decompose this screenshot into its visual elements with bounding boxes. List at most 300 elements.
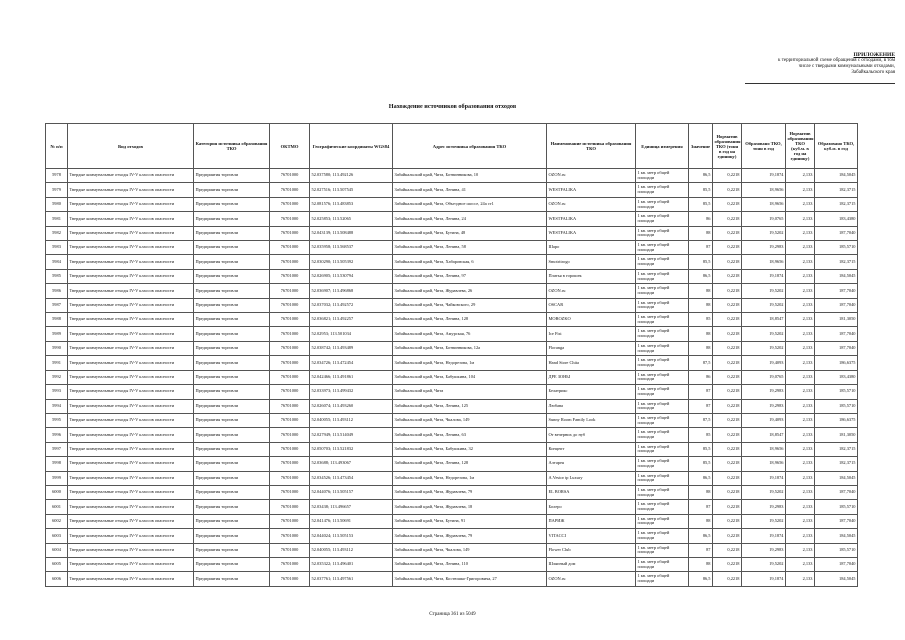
cell-oktmo: 76701000 bbox=[270, 428, 310, 442]
cell-value: 87 bbox=[689, 500, 713, 514]
cell-unit: 1 кв. метр общей площади bbox=[636, 385, 689, 399]
cell-oktmo: 76701000 bbox=[270, 500, 310, 514]
column-header: Адрес источника образования ТКО bbox=[393, 124, 547, 169]
cell-unit: 1 кв. метр общей площади bbox=[636, 327, 689, 341]
page-footer: Страница 361 из 5049 bbox=[429, 612, 476, 617]
cell-source-category: Предприятия торговли bbox=[194, 298, 270, 312]
cell-source-category: Предприятия торговли bbox=[194, 226, 270, 240]
cell-unit: 1 кв. метр общей площади bbox=[636, 241, 689, 255]
cell-norm-cubic: 2,133 bbox=[786, 385, 815, 399]
cell-value: 88 bbox=[689, 327, 713, 341]
cell-address: Забайкальский край, Чита, Ленина, 97 bbox=[393, 269, 547, 283]
cell-norm-tons: 0,2218 bbox=[713, 500, 742, 514]
cell-waste-type: Твердые коммунальные отходы IV-V классов опасности bbox=[68, 385, 194, 399]
column-header: Вид отходов bbox=[68, 124, 194, 169]
cell-unit: 1 кв. метр общей площади bbox=[636, 399, 689, 413]
cell-value: 85,5 bbox=[689, 183, 713, 197]
table-row bbox=[46, 428, 858, 442]
cell-row-number: 5984 bbox=[46, 255, 68, 269]
cell-row-number: 6002 bbox=[46, 514, 68, 528]
cell-source-name: Концепт bbox=[547, 442, 636, 456]
cell-source-category: Предприятия торговли bbox=[194, 557, 270, 571]
cell-source-category: Предприятия торговли bbox=[194, 284, 270, 298]
column-header: ОКТМО bbox=[270, 124, 310, 169]
cell-row-number: 5994 bbox=[46, 399, 68, 413]
cell-row-number: 5981 bbox=[46, 212, 68, 226]
cell-waste-type: Твердые коммунальные отходы IV-V классов опасности bbox=[68, 557, 194, 571]
cell-norm-cubic: 2,133 bbox=[786, 413, 815, 427]
cell-unit: 1 кв. метр общей площади bbox=[636, 471, 689, 485]
cell-oktmo: 76701000 bbox=[270, 226, 310, 240]
cell-unit: 1 кв. метр общей площади bbox=[636, 269, 689, 283]
cell-formed-tons: 19,5202 bbox=[742, 226, 786, 240]
cell-source-name: OZON.ru bbox=[547, 197, 636, 211]
cell-formed-cubic: 182,3715 bbox=[815, 183, 858, 197]
cell-formed-tons: 18,8547 bbox=[742, 313, 786, 327]
cell-unit: 1 кв. метр общей площади bbox=[636, 529, 689, 543]
cell-formed-cubic: 181,3050 bbox=[815, 428, 858, 442]
cell-formed-tons: 18,9656 bbox=[742, 183, 786, 197]
cell-oktmo: 76701000 bbox=[270, 529, 310, 543]
cell-value: 88 bbox=[689, 557, 713, 571]
table-row bbox=[46, 313, 858, 327]
document-title: Нахождение источников образования отходов bbox=[388, 103, 517, 110]
cell-unit: 1 кв. метр общей площади bbox=[636, 226, 689, 240]
cell-address: Забайкальский край, Чита, Журавлева, 79 bbox=[393, 485, 547, 499]
cell-norm-tons: 0,2218 bbox=[713, 241, 742, 255]
column-header: Образовано ТКО, куб.м. в год bbox=[815, 124, 858, 169]
cell-row-number: 5980 bbox=[46, 197, 68, 211]
cell-address: Забайкальский край, Чита, Объездное шоссе, 24а ст1 bbox=[393, 197, 547, 211]
table-row bbox=[46, 327, 858, 341]
cell-formed-tons: 19,0765 bbox=[742, 370, 786, 384]
cell-formed-tons: 19,4093 bbox=[742, 413, 786, 427]
cell-oktmo: 76701000 bbox=[270, 341, 310, 355]
cell-address: Забайкальский край, Чита, Журавлева, 26 bbox=[393, 284, 547, 298]
cell-norm-tons: 0,2218 bbox=[713, 442, 742, 456]
cell-formed-cubic: 183,4380 bbox=[815, 212, 858, 226]
cell-source-name: WESTFALIKA bbox=[547, 183, 636, 197]
cell-unit: 1 кв. метр общей площади bbox=[636, 572, 689, 586]
cell-coordinates: 52.036907; 113.496868 bbox=[310, 284, 393, 298]
cell-formed-tons: 19,2983 bbox=[742, 399, 786, 413]
cell-value: 86,5 bbox=[689, 471, 713, 485]
cell-formed-tons: 19,0765 bbox=[742, 212, 786, 226]
cell-coordinates: 52.03688; 113.493067 bbox=[310, 457, 393, 471]
cell-norm-cubic: 2,133 bbox=[786, 471, 815, 485]
cell-source-name: Белатрикс bbox=[547, 385, 636, 399]
table-row bbox=[46, 226, 858, 240]
table-row bbox=[46, 197, 858, 211]
cell-norm-tons: 0,2218 bbox=[713, 284, 742, 298]
cell-formed-cubic: 187,7040 bbox=[815, 557, 858, 571]
cell-formed-cubic: 185,5710 bbox=[815, 385, 858, 399]
cell-unit: 1 кв. метр общей площади bbox=[636, 341, 689, 355]
column-header: Норматив образования ТКО (тонн в год на единицу) bbox=[713, 124, 742, 169]
cell-norm-cubic: 2,133 bbox=[786, 428, 815, 442]
cell-formed-cubic: 187,7040 bbox=[815, 284, 858, 298]
cell-coordinates: 52.037580; 113.492126 bbox=[310, 169, 393, 183]
cell-row-number: 5999 bbox=[46, 471, 68, 485]
cell-oktmo: 76701000 bbox=[270, 284, 310, 298]
cell-unit: 1 кв. метр общей площади bbox=[636, 169, 689, 183]
table-row bbox=[46, 356, 858, 370]
cell-source-name: OZON.ru bbox=[547, 572, 636, 586]
cell-norm-tons: 0,2218 bbox=[713, 529, 742, 543]
cell-unit: 1 кв. метр общей площади bbox=[636, 284, 689, 298]
cell-norm-tons: 0,2218 bbox=[713, 183, 742, 197]
cell-norm-cubic: 2,133 bbox=[786, 341, 815, 355]
cell-address: Забайкальский край, Чита, Бутина, 91 bbox=[393, 514, 547, 528]
cell-value: 85 bbox=[689, 428, 713, 442]
cell-value: 86,5 bbox=[689, 169, 713, 183]
cell-norm-tons: 0,2218 bbox=[713, 413, 742, 427]
cell-source-name: VITACCI bbox=[547, 529, 636, 543]
cell-formed-cubic: 187,7040 bbox=[815, 226, 858, 240]
cell-norm-tons: 0,2218 bbox=[713, 226, 742, 240]
cell-norm-cubic: 2,133 bbox=[786, 169, 815, 183]
cell-formed-tons: 19,4093 bbox=[742, 356, 786, 370]
cell-norm-tons: 0,2218 bbox=[713, 428, 742, 442]
cell-oktmo: 76701000 bbox=[270, 298, 310, 312]
cell-waste-type: Твердые коммунальные отходы IV-V классов опасности bbox=[68, 241, 194, 255]
cell-row-number: 5987 bbox=[46, 298, 68, 312]
cell-coordinates: 52.030290; 113.505392 bbox=[310, 255, 393, 269]
cell-oktmo: 76701000 bbox=[270, 212, 310, 226]
cell-norm-tons: 0,2218 bbox=[713, 457, 742, 471]
cell-address: Забайкальский край, Чита, Ленина, 41 bbox=[393, 183, 547, 197]
table-row bbox=[46, 183, 858, 197]
table-row bbox=[46, 529, 858, 543]
cell-norm-cubic: 2,133 bbox=[786, 284, 815, 298]
table-row bbox=[46, 500, 858, 514]
cell-row-number: 5985 bbox=[46, 269, 68, 283]
cell-row-number: 5978 bbox=[46, 169, 68, 183]
cell-value: 88 bbox=[689, 514, 713, 528]
cell-source-category: Предприятия торговли bbox=[194, 212, 270, 226]
cell-coordinates: 52.025853; 113.52065 bbox=[310, 212, 393, 226]
cell-value: 87,5 bbox=[689, 356, 713, 370]
cell-formed-cubic: 187,7040 bbox=[815, 485, 858, 499]
cell-coordinates: 52.02953; 113.501034 bbox=[310, 327, 393, 341]
cell-formed-cubic: 182,3715 bbox=[815, 255, 858, 269]
cell-oktmo: 76701000 bbox=[270, 313, 310, 327]
cell-coordinates: 52.035322; 113.496401 bbox=[310, 557, 393, 571]
cell-address: Забайкальский край, Чита, Бабушкина, 32 bbox=[393, 442, 547, 456]
cell-coordinates: 52.040055; 113.493112 bbox=[310, 413, 393, 427]
cell-waste-type: Твердые коммунальные отходы IV-V классов опасности bbox=[68, 413, 194, 427]
column-header: Норматив образования ТКО (куб.м. в год на единицу) bbox=[786, 124, 815, 169]
column-header: Образовано ТКО, тонн в год bbox=[742, 124, 786, 169]
cell-coordinates: 52.042466; 113.491861 bbox=[310, 370, 393, 384]
cell-oktmo: 76701000 bbox=[270, 255, 310, 269]
cell-source-name: Болеро bbox=[547, 500, 636, 514]
cell-formed-tons: 18,9656 bbox=[742, 457, 786, 471]
cell-formed-cubic: 182,3715 bbox=[815, 197, 858, 211]
cell-source-category: Предприятия торговли bbox=[194, 529, 270, 543]
cell-formed-cubic: 187,7040 bbox=[815, 514, 858, 528]
cell-row-number: 5998 bbox=[46, 457, 68, 471]
cell-address: Забайкальский край, Чита, Журавлева, 18 bbox=[393, 500, 547, 514]
cell-norm-tons: 0,2218 bbox=[713, 313, 742, 327]
cell-source-category: Предприятия торговли bbox=[194, 543, 270, 557]
cell-oktmo: 76701000 bbox=[270, 543, 310, 557]
cell-source-name: Шляпный дом bbox=[547, 557, 636, 571]
cell-waste-type: Твердые коммунальные отходы IV-V классов опасности bbox=[68, 183, 194, 197]
cell-oktmo: 76701000 bbox=[270, 442, 310, 456]
cell-formed-tons: 19,2983 bbox=[742, 500, 786, 514]
cell-row-number: 6004 bbox=[46, 543, 68, 557]
cell-formed-tons: 19,5202 bbox=[742, 327, 786, 341]
cell-address: Забайкальский край, Чита, Недорезова, 1м bbox=[393, 356, 547, 370]
cell-address: Забайкальский край, Чита, Ленина, 63 bbox=[393, 428, 547, 442]
cell-unit: 1 кв. метр общей площади bbox=[636, 370, 689, 384]
cell-oktmo: 76701000 bbox=[270, 269, 310, 283]
cell-norm-cubic: 2,133 bbox=[786, 212, 815, 226]
cell-coordinates: 52.034726; 113.472454 bbox=[310, 356, 393, 370]
cell-formed-tons: 19,1874 bbox=[742, 471, 786, 485]
cell-value: 88 bbox=[689, 298, 713, 312]
cell-unit: 1 кв. метр общей площади bbox=[636, 413, 689, 427]
cell-address: Забайкальский край, Чита, Ленина, 110 bbox=[393, 557, 547, 571]
cell-waste-type: Твердые коммунальные отходы IV-V классов опасности bbox=[68, 284, 194, 298]
cell-norm-tons: 0,2218 bbox=[713, 298, 742, 312]
table-row bbox=[46, 457, 858, 471]
cell-value: 85,5 bbox=[689, 457, 713, 471]
table-row bbox=[46, 385, 858, 399]
cell-waste-type: Твердые коммунальные отходы IV-V классов опасности bbox=[68, 313, 194, 327]
cell-row-number: 5993 bbox=[46, 385, 68, 399]
cell-norm-cubic: 2,133 bbox=[786, 298, 815, 312]
table-row bbox=[46, 370, 858, 384]
cell-norm-tons: 0,2218 bbox=[713, 385, 742, 399]
cell-unit: 1 кв. метр общей площади bbox=[636, 298, 689, 312]
cell-formed-cubic: 184,5045 bbox=[815, 169, 858, 183]
cell-address: Забайкальский край, Чита, Амурская, 76 bbox=[393, 327, 547, 341]
cell-waste-type: Твердые коммунальные отходы IV-V классов опасности bbox=[68, 255, 194, 269]
cell-row-number: 5996 bbox=[46, 428, 68, 442]
cell-norm-cubic: 2,133 bbox=[786, 442, 815, 456]
appendix-header bbox=[690, 52, 895, 84]
cell-formed-cubic: 183,4380 bbox=[815, 370, 858, 384]
cell-address: Забайкальский край, Чита, Хабаровская, 6 bbox=[393, 255, 547, 269]
cell-row-number: 6001 bbox=[46, 500, 68, 514]
cell-coordinates: 52.044024; 113.505153 bbox=[310, 529, 393, 543]
cell-waste-type: Твердые коммунальные отходы IV-V классов опасности bbox=[68, 327, 194, 341]
cell-waste-type: Твердые коммунальные отходы IV-V классов опасности bbox=[68, 341, 194, 355]
cell-value: 86,5 bbox=[689, 529, 713, 543]
cell-address: Забайкальский край, Чита, Ленина, 128 bbox=[393, 457, 547, 471]
cell-unit: 1 кв. метр общей площади bbox=[636, 457, 689, 471]
cell-value: 88 bbox=[689, 341, 713, 355]
cell-address: Забайкальский край, Чита, Ленина, 58 bbox=[393, 241, 547, 255]
cell-formed-tons: 19,5202 bbox=[742, 557, 786, 571]
cell-waste-type: Твердые коммунальные отходы IV-V классов опасности bbox=[68, 471, 194, 485]
cell-unit: 1 кв. метр общей площади bbox=[636, 514, 689, 528]
cell-oktmo: 76701000 bbox=[270, 385, 310, 399]
cell-source-name: ДРЕ ЗОНЫ bbox=[547, 370, 636, 384]
cell-formed-tons: 19,2983 bbox=[742, 385, 786, 399]
cell-row-number: 5988 bbox=[46, 313, 68, 327]
table-row bbox=[46, 341, 858, 355]
cell-source-category: Предприятия торговли bbox=[194, 370, 270, 384]
table-row bbox=[46, 399, 858, 413]
cell-norm-tons: 0,2218 bbox=[713, 197, 742, 211]
cell-coordinates: 52.026074; 113.493260 bbox=[310, 399, 393, 413]
table-row bbox=[46, 514, 858, 528]
cell-value: 86 bbox=[689, 212, 713, 226]
cell-formed-cubic: 187,7040 bbox=[815, 327, 858, 341]
appendix-title: ПРИЛОЖЕНИЕ bbox=[853, 52, 895, 58]
cell-source-category: Предприятия торговли bbox=[194, 413, 270, 427]
cell-waste-type: Твердые коммунальные отходы IV-V классов опасности bbox=[68, 356, 194, 370]
cell-source-name: ПАРИЖ bbox=[547, 514, 636, 528]
cell-coordinates: 52.043139; 113.508488 bbox=[310, 226, 393, 240]
cell-norm-tons: 0,2218 bbox=[713, 514, 742, 528]
column-header: Категория источника образования ТКО bbox=[194, 124, 270, 169]
cell-value: 87 bbox=[689, 241, 713, 255]
cell-norm-tons: 0,2218 bbox=[713, 471, 742, 485]
table-row bbox=[46, 284, 858, 298]
cell-source-category: Предприятия торговли bbox=[194, 241, 270, 255]
cell-norm-tons: 0,2218 bbox=[713, 255, 742, 269]
cell-row-number: 5990 bbox=[46, 341, 68, 355]
cell-coordinates: 52.044076; 113.505157 bbox=[310, 485, 393, 499]
cell-norm-cubic: 2,133 bbox=[786, 557, 815, 571]
cell-source-category: Предприятия торговли bbox=[194, 169, 270, 183]
cell-source-name: Ice Fist bbox=[547, 327, 636, 341]
cell-address: Забайкальский край, Чита, Ленина, 128 bbox=[393, 313, 547, 327]
cell-formed-tons: 19,1874 bbox=[742, 529, 786, 543]
column-header: Единица измерения bbox=[636, 124, 689, 169]
table-row bbox=[46, 269, 858, 283]
cell-unit: 1 кв. метр общей площади bbox=[636, 183, 689, 197]
cell-formed-cubic: 185,5710 bbox=[815, 543, 858, 557]
cell-address: Забайкальский край, Чита, Чайковского, 29 bbox=[393, 298, 547, 312]
cell-value: 85,5 bbox=[689, 255, 713, 269]
cell-address: Забайкальский край, Чита, Бутина, 48 bbox=[393, 226, 547, 240]
cell-coordinates: 52.03438; 113.496657 bbox=[310, 500, 393, 514]
cell-source-name: Платья в горошек bbox=[547, 269, 636, 283]
cell-unit: 1 кв. метр общей площади bbox=[636, 356, 689, 370]
table-row bbox=[46, 471, 858, 485]
cell-formed-cubic: 184,5045 bbox=[815, 269, 858, 283]
cell-source-name: WESTFALIKA bbox=[547, 226, 636, 240]
cell-value: 88 bbox=[689, 485, 713, 499]
cell-oktmo: 76701000 bbox=[270, 399, 310, 413]
cell-waste-type: Твердые коммунальные отходы IV-V классов опасности bbox=[68, 212, 194, 226]
cell-value: 87 bbox=[689, 385, 713, 399]
cell-oktmo: 76701000 bbox=[270, 169, 310, 183]
cell-coordinates: 52.033973; 113.499432 bbox=[310, 385, 393, 399]
cell-row-number: 6006 bbox=[46, 572, 68, 586]
cell-address: Забайкальский край, Чита, Недорезова, 1м bbox=[393, 471, 547, 485]
cell-oktmo: 76701000 bbox=[270, 485, 310, 499]
cell-address: Забайкальский край, Чита, Ленина, 125 bbox=[393, 399, 547, 413]
cell-unit: 1 кв. метр общей площади bbox=[636, 442, 689, 456]
cell-formed-tons: 19,1874 bbox=[742, 572, 786, 586]
cell-source-category: Предприятия торговли bbox=[194, 255, 270, 269]
cell-source-name: OSCAR bbox=[547, 298, 636, 312]
cell-row-number: 5979 bbox=[46, 183, 68, 197]
cell-oktmo: 76701000 bbox=[270, 370, 310, 384]
cell-norm-tons: 0,2218 bbox=[713, 543, 742, 557]
table-row bbox=[46, 442, 858, 456]
cell-source-name: OZON.ru bbox=[547, 284, 636, 298]
table-row bbox=[46, 557, 858, 571]
cell-source-category: Предприятия торговли bbox=[194, 471, 270, 485]
cell-waste-type: Твердые коммунальные отходы IV-V классов опасности bbox=[68, 298, 194, 312]
cell-waste-type: Твердые коммунальные отходы IV-V классов опасности bbox=[68, 457, 194, 471]
cell-coordinates: 52.027949; 113.514049 bbox=[310, 428, 393, 442]
cell-value: 85,5 bbox=[689, 197, 713, 211]
cell-oktmo: 76701000 bbox=[270, 457, 310, 471]
cell-formed-tons: 19,2983 bbox=[742, 543, 786, 557]
cell-formed-tons: 19,5202 bbox=[742, 284, 786, 298]
cell-norm-cubic: 2,133 bbox=[786, 313, 815, 327]
cell-value: 85 bbox=[689, 313, 713, 327]
cell-oktmo: 76701000 bbox=[270, 183, 310, 197]
cell-row-number: 5982 bbox=[46, 226, 68, 240]
cell-formed-cubic: 182,3715 bbox=[815, 442, 858, 456]
cell-source-category: Предприятия торговли bbox=[194, 500, 270, 514]
cell-row-number: 5989 bbox=[46, 327, 68, 341]
cell-source-name: A.Vestor tp Luxury bbox=[547, 471, 636, 485]
cell-row-number: 6003 bbox=[46, 529, 68, 543]
cell-row-number: 5995 bbox=[46, 413, 68, 427]
cell-norm-tons: 0,2218 bbox=[713, 356, 742, 370]
table-header-row bbox=[46, 124, 858, 169]
cell-formed-tons: 19,5202 bbox=[742, 485, 786, 499]
table-row bbox=[46, 169, 858, 183]
cell-coordinates: 52.034526; 113.473454 bbox=[310, 471, 393, 485]
cell-formed-cubic: 186,6375 bbox=[815, 413, 858, 427]
cell-coordinates: 52.037761; 113.497561 bbox=[310, 572, 393, 586]
cell-norm-cubic: 2,133 bbox=[786, 269, 815, 283]
cell-unit: 1 кв. метр общей площади bbox=[636, 255, 689, 269]
cell-value: 87 bbox=[689, 399, 713, 413]
cell-address: Забайкальский край, Чита, Журавлева, 79 bbox=[393, 529, 547, 543]
cell-source-name: MOROZKO bbox=[547, 313, 636, 327]
cell-norm-cubic: 2,133 bbox=[786, 226, 815, 240]
cell-waste-type: Твердые коммунальные отходы IV-V классов опасности bbox=[68, 514, 194, 528]
cell-norm-tons: 0,2218 bbox=[713, 399, 742, 413]
cell-coordinates: 52.027516; 113.507545 bbox=[310, 183, 393, 197]
cell-formed-cubic: 181,3050 bbox=[815, 313, 858, 327]
table-row bbox=[46, 241, 858, 255]
cell-source-name: EL BORSA bbox=[547, 485, 636, 499]
cell-waste-type: Твердые коммунальные отходы IV-V классов опасности bbox=[68, 226, 194, 240]
cell-formed-cubic: 185,5710 bbox=[815, 241, 858, 255]
cell-value: 86 bbox=[689, 370, 713, 384]
cell-value: 87 bbox=[689, 543, 713, 557]
cell-norm-cubic: 2,133 bbox=[786, 543, 815, 557]
table-body bbox=[46, 169, 858, 587]
cell-norm-cubic: 2,133 bbox=[786, 183, 815, 197]
cell-source-category: Предприятия торговли bbox=[194, 385, 270, 399]
cell-waste-type: Твердые коммунальные отходы IV-V классов опасности bbox=[68, 543, 194, 557]
cell-coordinates: 52.035958; 113.568537 bbox=[310, 241, 393, 255]
cell-unit: 1 кв. метр общей площади bbox=[636, 485, 689, 499]
cell-address: Забайкальский край, Чита, Бабушкина, 104 bbox=[393, 370, 547, 384]
cell-norm-tons: 0,2218 bbox=[713, 485, 742, 499]
cell-waste-type: Твердые коммунальные отходы IV-V классов опасности bbox=[68, 485, 194, 499]
cell-coordinates: 52.026905; 113.530794 bbox=[310, 269, 393, 283]
cell-source-name: Алтарея bbox=[547, 457, 636, 471]
cell-unit: 1 кв. метр общей площади bbox=[636, 212, 689, 226]
cell-source-category: Предприятия торговли bbox=[194, 183, 270, 197]
cell-waste-type: Твердые коммунальные отходы IV-V классов опасности bbox=[68, 399, 194, 413]
